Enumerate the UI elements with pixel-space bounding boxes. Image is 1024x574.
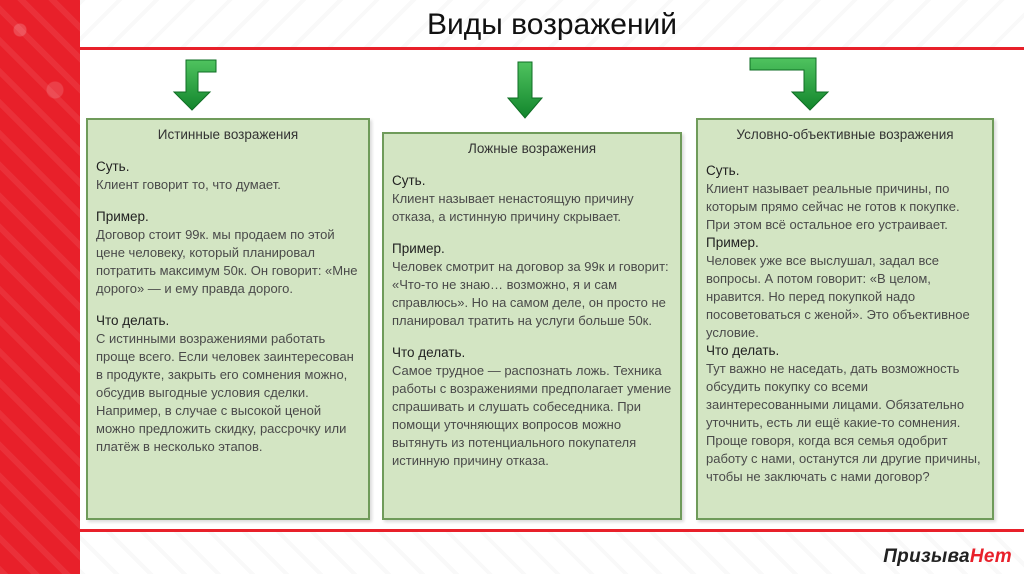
todo-label: Что делать.: [96, 313, 170, 328]
todo-text: Самое трудное — распознать ложь. Техника работы с возражениями предполагает умение спрашивать и слушать собеседника. При помощи уточняющих вопросов можно вытянуть из потенциального покупателя истинную причину отказа.: [392, 363, 672, 468]
todo-label: Что делать.: [392, 345, 466, 360]
todo-text: С истинными возражениями работать проще всего. Если человек заинтересован в продукте, закрыть его сомнения можно, обсудив выгодные условия сделки. Например, в случае с высокой ценой можно предложить скидку, рассрочку или платёж в несколько этапов.: [96, 331, 354, 454]
logo-text-accent: Нет: [969, 546, 1012, 567]
header-divider: [80, 47, 1024, 50]
example-label: Пример.: [96, 209, 149, 224]
example-label: Пример.: [706, 235, 759, 250]
card-title: Ложные возражения: [467, 141, 597, 156]
example-label: Пример.: [392, 241, 445, 256]
essence-label: Суть.: [96, 159, 130, 174]
card-title: Истинные возражения: [157, 127, 299, 142]
card-title: Условно-объективные возражения: [736, 127, 954, 142]
essence-text: Клиент называет ненастоящую причину отказа, а истинную причину скрывает.: [392, 191, 634, 224]
todo-label: Что делать.: [706, 343, 780, 358]
arrow-middle-icon: [506, 60, 544, 120]
essence-label: Суть.: [392, 173, 426, 188]
logo-text-main: Призыва: [883, 546, 970, 567]
todo-text: Тут важно не наседать, дать возможность обсудить покупку со всеми заинтересованными лицами. Обязательно уточнить, есть ли ещё какие-то сомнения. Проще говоря, когда вся семья одобрит работу с нами, останутся ли другие причины, чтобы не заключать с нами договор?: [706, 361, 981, 484]
objection-card-conditional: [696, 118, 994, 520]
brand-logo: [883, 546, 1012, 568]
essence-text: Клиент говорит то, что думает.: [96, 177, 281, 192]
objection-card-true: [86, 118, 370, 520]
essence-label: Суть.: [706, 163, 740, 178]
example-text: Человек уже все выслушал, задал все вопросы. А потом говорит: «В целом, нравится. Но перед покупкой надо посоветоваться с женой». Это объективное условие.: [706, 253, 970, 340]
arrow-left-icon: [166, 58, 218, 112]
example-text: Договор стоит 99к. мы продаем по этой цене человеку, который планировал потратить максимум 50к. Он говорит: «Мне дорого» — и ему правда дорого.: [96, 227, 358, 296]
arrow-right-icon: [748, 56, 838, 112]
example-text: Человек смотрит на договор за 99к и говорит: «Что-то не знаю… возможно, я и сам справлюсь». Но на самом деле, он просто не планировал тратить на услуги больше 50к.: [392, 259, 669, 328]
objection-card-false: [382, 132, 682, 520]
essence-text: Клиент называет реальные причины, по которым прямо сейчас не готов к покупке. При этом всё остальное его устраивает.: [706, 181, 960, 232]
page-title: Виды возражений: [426, 8, 678, 41]
decorative-side-band: [0, 0, 80, 574]
